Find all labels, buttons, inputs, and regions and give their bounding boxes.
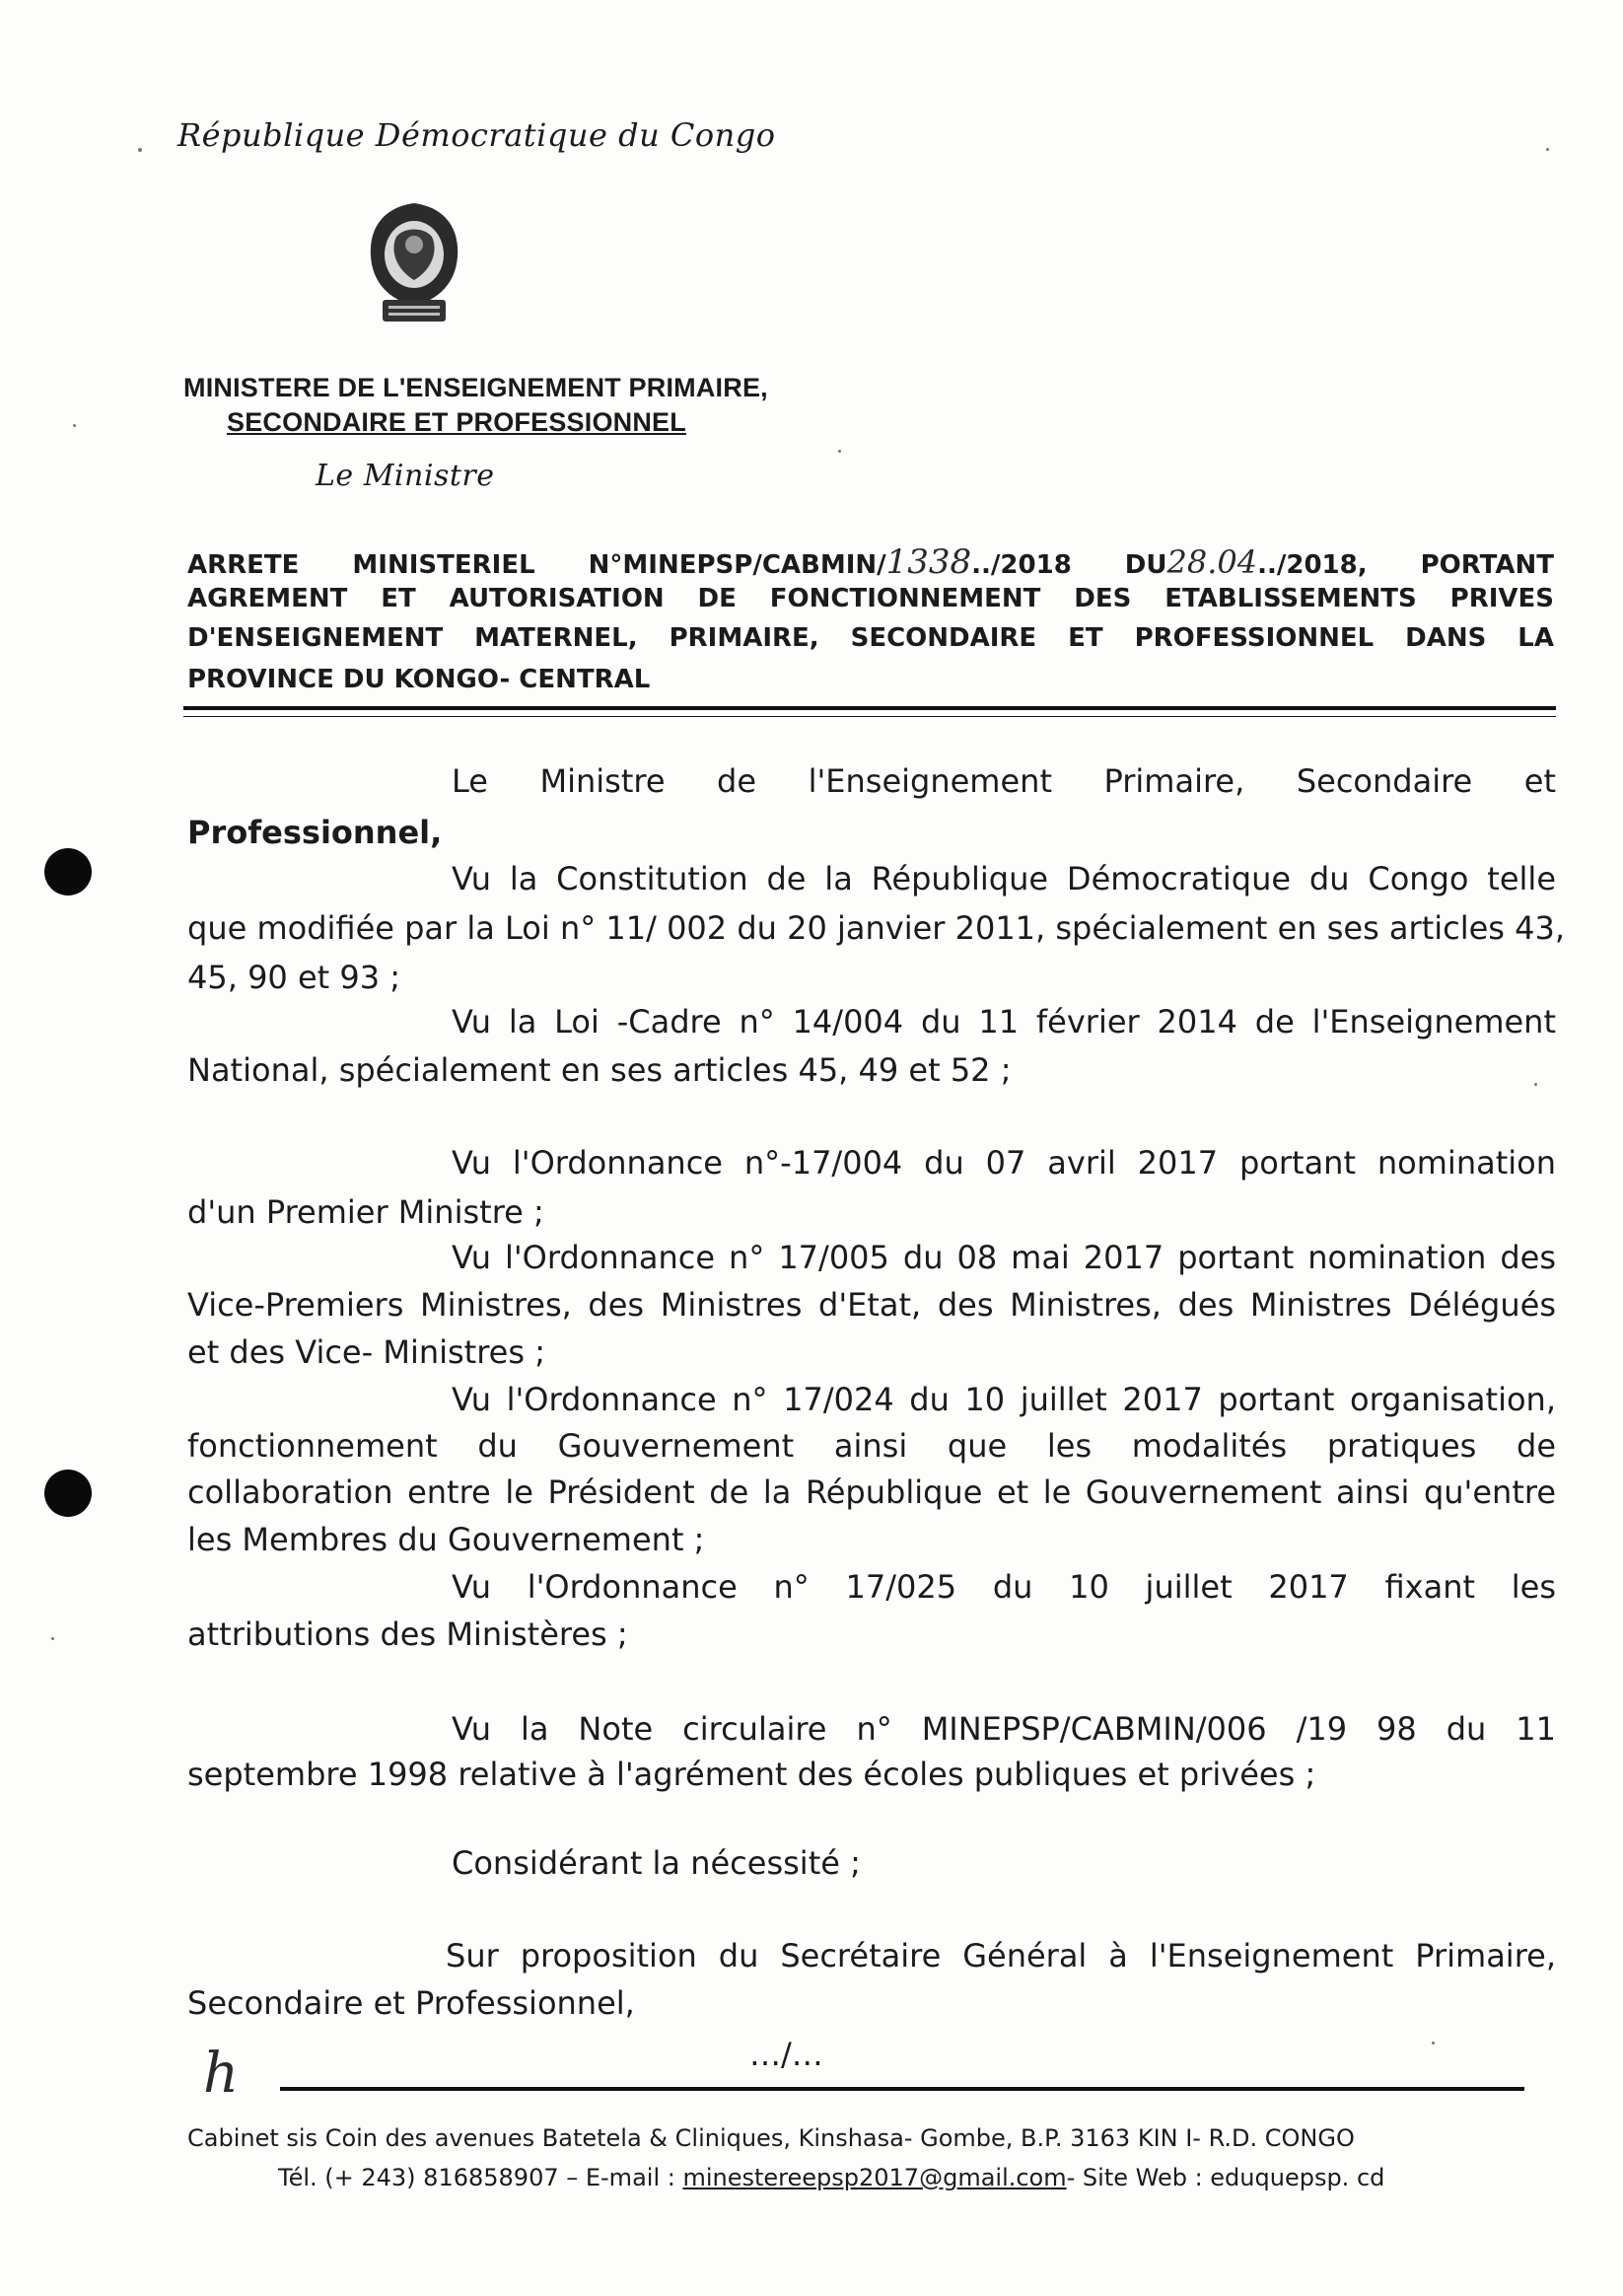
title-word-ministeriel: MINISTERIEL (352, 550, 535, 580)
title-line-2: AGREMENT ET AUTORISATION DE FONCTIONNEMENT DES ETABLISSEMENTS PRIVES (187, 584, 1554, 613)
visa-ordonnance-organisation-line-4: les Membres du Gouvernement ; (187, 1521, 705, 1558)
proposition-line-2: Secondaire et Professionnel, (187, 1984, 635, 2022)
visa-ordonnance-ministres-line-1: Vu l'Ordonnance n° 17/005 du 08 mai 2017 portant nomination des (452, 1239, 1556, 1276)
visa-ordonnance-premier-ministre-line-2: d'un Premier Ministre ; (187, 1193, 544, 1231)
handwritten-day: 28. (1166, 543, 1218, 581)
handwritten-number: 1338 (885, 542, 972, 582)
hole-punch-mark-bottom (44, 1470, 92, 1517)
visa-loi-cadre-line-2: National, spécialement en ses articles 45, 49 et 52 ; (187, 1051, 1012, 1089)
visa-ordonnance-premier-ministre-line-1: Vu l'Ordonnance n°-17/004 du 07 avril 2017 portant nomination (452, 1144, 1556, 1182)
footer-address: Cabinet sis Coin des avenues Batetela & Cliniques, Kinshasa- Gombe, B.P. 3163 KIN I- R.D. CONGO (187, 2124, 1355, 2152)
footer-phone: Tél. (+ 243) 816858907 – E-mail : (278, 2164, 683, 2191)
footer-contact (278, 2164, 1384, 2191)
ministry-line-1: MINISTERE DE L'ENSEIGNEMENT PRIMAIRE, (183, 373, 768, 402)
ministry-line-2: SECONDAIRE ET PROFESSIONNEL (227, 407, 686, 437)
title-line-4: PROVINCE DU KONGO- CENTRAL (187, 665, 651, 694)
scan-speck (1432, 2042, 1435, 2045)
title-word-portant: PORTANT (1420, 550, 1554, 580)
scan-speck (138, 148, 142, 152)
continuation-mark: …/… (749, 2036, 823, 2073)
title-ref-year: ../2018 (971, 550, 1072, 580)
visa-ordonnance-attributions-line-1: Vu l'Ordonnance n° 17/025 du 10 juillet 2017 fixant les (452, 1568, 1556, 1606)
footer-email-link[interactable]: minestereepsp2017@gmail.com (682, 2164, 1067, 2191)
title-date (1125, 543, 1368, 581)
scan-speck (1546, 148, 1549, 151)
title-date-year: ../2018, (1257, 550, 1368, 580)
visa-constitution-line-2: que modifiée par la Loi n° 11/ 002 du 20 janvier 2011, spécialement en ses articles 43, (187, 909, 1566, 947)
title-ref-prefix: N°MINEPSP/CABMIN/ (588, 550, 886, 580)
footer-website: - Site Web : eduquepsp. cd (1066, 2164, 1385, 2191)
scan-speck (51, 1637, 54, 1640)
republic-heading: République Démocratique du Congo (177, 116, 776, 154)
hole-punch-mark-top (44, 848, 92, 896)
title-divider-thin (183, 716, 1556, 717)
visa-ordonnance-ministres-line-2: Vice-Premiers Ministres, des Ministres d'Etat, des Ministres, des Ministres Délégués (187, 1286, 1556, 1324)
visa-note-circulaire-line-2: septembre 1998 relative à l'agrément des écoles publiques et privées ; (187, 1756, 1316, 1793)
visa-ordonnance-organisation-line-2: fonctionnement du Gouvernement ainsi que les modalités pratiques de (187, 1427, 1556, 1465)
visa-note-circulaire-line-1: Vu la Note circulaire n° MINEPSP/CABMIN/006 /19 98 du 11 (452, 1710, 1556, 1748)
visa-ordonnance-ministres-line-3: et des Vice- Ministres ; (187, 1333, 545, 1371)
preamble-minister-line-1: Le Ministre de l'Enseignement Primaire, Secondaire et (452, 762, 1556, 800)
visa-constitution-line-1: Vu la Constitution de la République Démocratique du Congo telle (452, 860, 1556, 897)
handwritten-initial: h (203, 2042, 240, 2106)
title-reference (589, 542, 1072, 582)
scan-speck (73, 424, 76, 427)
visa-ordonnance-organisation-line-3: collaboration entre le Président de la République et le Gouvernement ainsi qu'entre (187, 1473, 1556, 1511)
scan-speck (1534, 1083, 1537, 1086)
handwritten-month: 04 (1217, 543, 1258, 581)
considerant-line: Considérant la nécessité ; (452, 1844, 861, 1882)
title-line-1 (187, 542, 1554, 582)
minister-signature-heading: Le Ministre (316, 459, 495, 493)
coat-of-arms-emblem (355, 197, 473, 330)
title-divider-thick (183, 706, 1556, 710)
scan-speck (838, 450, 841, 453)
visa-constitution-line-3: 45, 90 et 93 ; (187, 959, 401, 996)
visa-ordonnance-organisation-line-1: Vu l'Ordonnance n° 17/024 du 10 juillet 2017 portant organisation, (452, 1381, 1556, 1418)
title-word-arrete: ARRETE (187, 550, 300, 580)
preamble-minister-line-2: Professionnel, (187, 814, 443, 851)
title-date-prefix: DU (1124, 550, 1167, 580)
visa-loi-cadre-line-1: Vu la Loi -Cadre n° 14/004 du 11 février 2014 de l'Enseignement (452, 1003, 1556, 1040)
footer-divider (280, 2087, 1524, 2091)
title-line-3: D'ENSEIGNEMENT MATERNEL, PRIMAIRE, SECONDAIRE ET PROFESSIONNEL DANS LA (187, 623, 1554, 653)
visa-ordonnance-attributions-line-2: attributions des Ministères ; (187, 1615, 628, 1653)
proposition-line-1: Sur proposition du Secrétaire Général à l'Enseignement Primaire, (446, 1937, 1556, 1974)
